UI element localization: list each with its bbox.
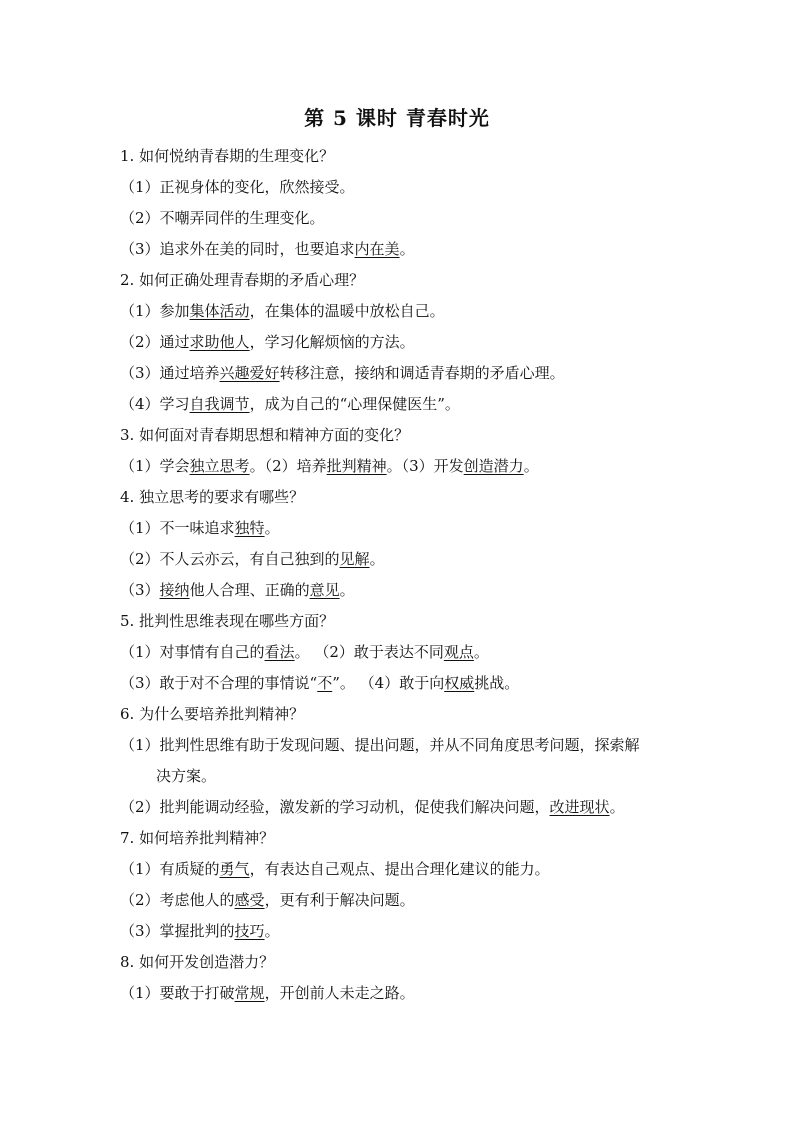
underlined-keyword: 见解 (339, 550, 370, 568)
answer-line (156, 766, 216, 786)
page-title: 第 5 课时 青春时光 (304, 106, 490, 130)
answer-line (120, 332, 415, 352)
text-segment: 4. 独立思考的要求有哪些？ (120, 488, 305, 506)
text-segment: （3）通过培养 (120, 364, 220, 382)
underlined-keyword: 看法 (264, 643, 295, 661)
text-segment: （3）敢于对不合理的事情说“ (120, 674, 318, 692)
question-line (120, 270, 364, 290)
text-segment: 。 （2）敢于表达不同 (294, 643, 444, 661)
text-segment: （2）考虑他人的 (120, 891, 235, 909)
text-segment: 6. 为什么要培养批判精神？ (120, 705, 305, 723)
underlined-keyword: 独特 (234, 519, 265, 537)
underlined-keyword: 集体活动 (189, 302, 250, 320)
question-line (120, 487, 304, 507)
text-segment: （3）掌握批判的 (120, 922, 235, 940)
underlined-keyword: 兴趣爱好 (219, 364, 280, 382)
text-segment: 2. 如何正确处理青春期的矛盾心理？ (120, 271, 365, 289)
text-segment: （2）通过 (120, 333, 190, 351)
answer-line (120, 549, 385, 569)
question-line (120, 425, 409, 445)
underlined-keyword: 感受 (234, 891, 265, 909)
text-segment: 。 (399, 240, 415, 258)
underlined-keyword: 独立思考 (189, 457, 250, 475)
answer-line (120, 518, 280, 538)
underlined-keyword: 勇气 (219, 860, 250, 878)
text-segment: （1）参加 (120, 302, 190, 320)
answer-line (120, 239, 415, 259)
text-segment: 8. 如何开发创造潜力？ (120, 953, 275, 971)
answer-line (120, 301, 445, 321)
question-line (120, 704, 304, 724)
text-segment: 。 (609, 798, 625, 816)
question-line (120, 828, 274, 848)
text-segment: ，开创前人未走之路。 (264, 984, 415, 1002)
answer-line (120, 208, 325, 228)
text-segment: 。 (369, 550, 385, 568)
underlined-keyword: 技巧 (234, 922, 265, 940)
answer-line (120, 921, 280, 941)
text-segment: ，有表达自己观点、提出合理化建议的能力。 (249, 860, 550, 878)
text-segment: 。（3）开发 (386, 457, 464, 475)
text-segment: 。 (523, 457, 539, 475)
text-segment: （3） (120, 581, 160, 599)
text-segment: （4）学习 (120, 395, 190, 413)
answer-line (120, 456, 539, 476)
question-line (120, 611, 334, 631)
text-segment: （1）要敢于打破 (120, 984, 235, 1002)
answer-line (120, 673, 519, 693)
underlined-keyword: 常规 (234, 984, 265, 1002)
text-segment: ，在集体的温暖中放松自己。 (249, 302, 445, 320)
answer-line (120, 735, 640, 755)
underlined-keyword: 批判精神 (326, 457, 387, 475)
text-segment: （1）不一味追求 (120, 519, 235, 537)
underlined-keyword: 接纳 (159, 581, 190, 599)
answer-line (120, 363, 565, 383)
text-segment: 他人合理、正确的 (189, 581, 310, 599)
text-segment: （1）正视身体的变化，欣然接受。 (120, 178, 355, 196)
text-segment: 。 (264, 519, 280, 537)
text-segment: （1）有质疑的 (120, 860, 220, 878)
text-segment: 。 (339, 581, 355, 599)
answer-line (120, 642, 489, 662)
text-segment: （2）不人云亦云，有自己独到的 (120, 550, 340, 568)
underlined-keyword: 不 (317, 674, 333, 692)
text-segment: 决方案。 (156, 767, 217, 785)
underlined-keyword: 观点 (443, 643, 474, 661)
underlined-keyword: 创造潜力 (463, 457, 524, 475)
answer-line (120, 580, 355, 600)
text-segment: 7. 如何培养批判精神？ (120, 829, 275, 847)
text-segment: ，学习化解烦恼的方法。 (249, 333, 415, 351)
text-segment: ，更有利于解决问题。 (264, 891, 415, 909)
question-line (120, 146, 334, 166)
answer-line (120, 890, 415, 910)
text-segment: ，成为自己的“心理保健医生”。 (249, 395, 460, 413)
text-segment: 。（2）培养 (249, 457, 327, 475)
text-segment: ”。 （4）敢于向 (332, 674, 445, 692)
text-segment: 1. 如何悦纳青春期的生理变化？ (120, 147, 335, 165)
text-segment: （3）追求外在美的同时，也要追求 (120, 240, 355, 258)
answer-line (120, 983, 415, 1003)
question-line (120, 952, 274, 972)
text-segment: （2）批判能调动经验，激发新的学习动机，促使我们解决问题， (120, 798, 550, 816)
text-segment: 5. 批判性思维表现在哪些方面？ (120, 612, 335, 630)
text-segment: 。 (264, 922, 280, 940)
underlined-keyword: 改进现状 (549, 798, 610, 816)
underlined-keyword: 内在美 (354, 240, 400, 258)
text-segment: （1）批判性思维有助于发现问题、提出问题，并从不同角度思考问题，探索解 (120, 736, 640, 754)
text-segment: 3. 如何面对青春期思想和精神方面的变化？ (120, 426, 410, 444)
underlined-keyword: 求助他人 (189, 333, 250, 351)
answer-line (120, 177, 355, 197)
text-segment: （1）对事情有自己的 (120, 643, 265, 661)
underlined-keyword: 权威 (444, 674, 475, 692)
text-segment: 。 (473, 643, 489, 661)
text-segment: （1）学会 (120, 457, 190, 475)
answer-line (120, 394, 460, 414)
answer-line (120, 797, 625, 817)
underlined-keyword: 自我调节 (189, 395, 250, 413)
text-segment: 挑战。 (474, 674, 520, 692)
text-segment: （2）不嘲弄同伴的生理变化。 (120, 209, 325, 227)
underlined-keyword: 意见 (309, 581, 340, 599)
text-segment: 转移注意，接纳和调适青春期的矛盾心理。 (279, 364, 565, 382)
answer-line (120, 859, 550, 879)
